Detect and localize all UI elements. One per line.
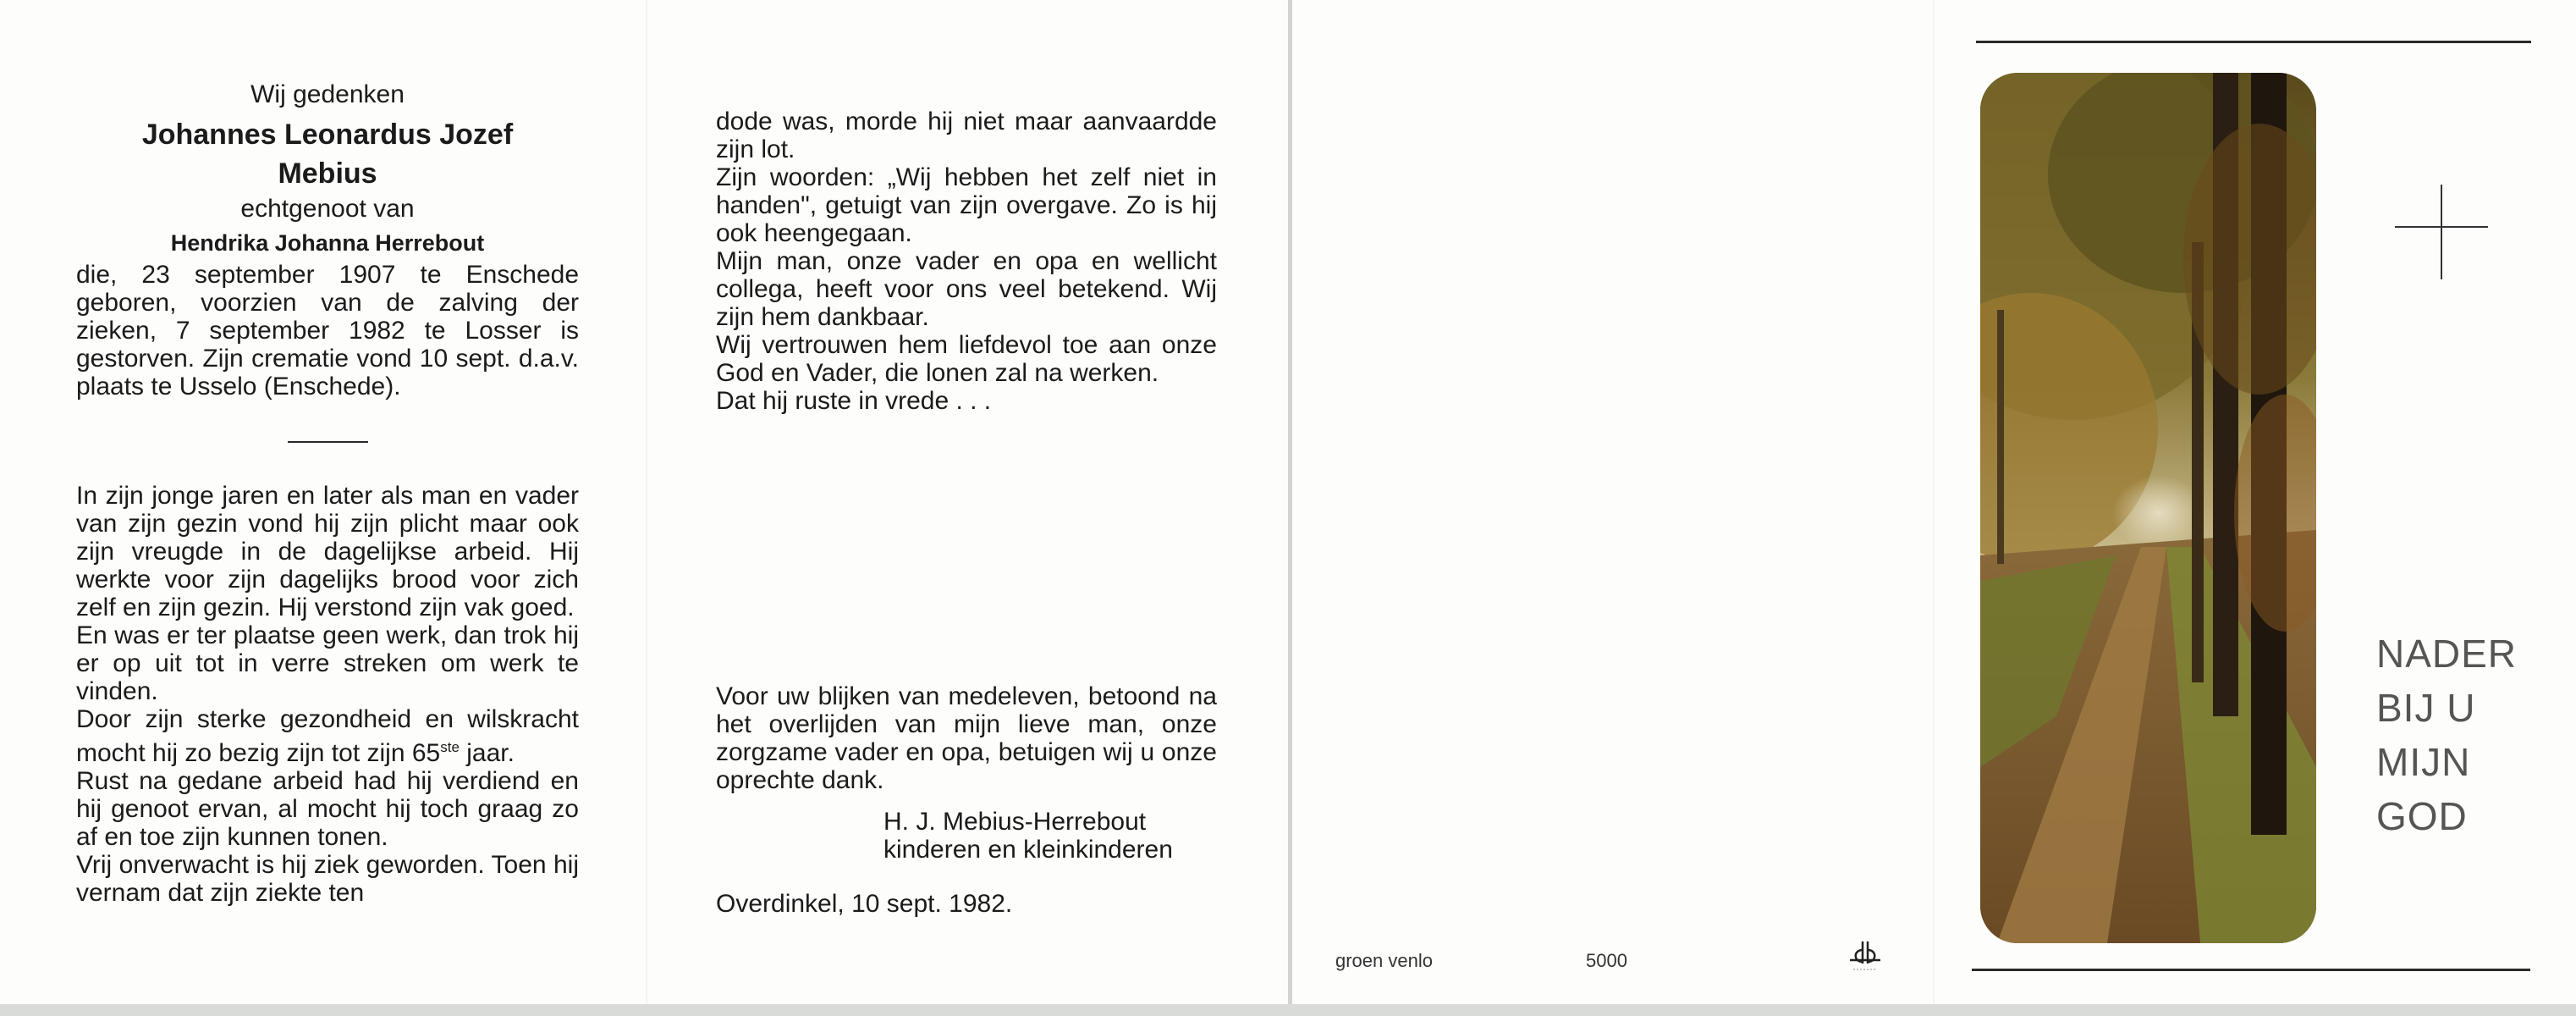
- paragraph: dode was, morde hij niet maar aanvaardde zijn lot.: [716, 108, 1217, 163]
- place-date: Overdinkel, 10 sept. 1982.: [716, 890, 1013, 918]
- fold-line: [646, 0, 648, 1004]
- superscript: ste: [440, 739, 460, 755]
- paragraph: In zijn jonge jaren en later als man en vader van zijn gezin vond hij zijn plicht maar ook zijn vreugde in de dagelijkse arbeid. Hij werkte voor zijn dagelijks brood voor zich zelf en zijn gezin. Hij verstond zijn vak goed.: [76, 482, 579, 621]
- paragraph: Dat hij ruste in vrede . . .: [716, 387, 992, 415]
- printer-name: groen venlo: [1335, 950, 1433, 971]
- deceased-name-line-2: Mebius: [278, 157, 377, 190]
- spouse-label: echtgenoot van: [240, 195, 415, 223]
- paragraph: Wij vertrouwen hem liefdevol toe aan onze God en Vader, die lonen zal na werken.: [716, 331, 1217, 387]
- bottom-rule: [1972, 969, 2530, 971]
- cross-icon: [2395, 185, 2488, 279]
- paragraph-text: jaar.: [459, 739, 515, 767]
- death-notice: die, 23 september 1907 te Enschede geboren, voorzien van de zalving der zieken, 7 september 1982 te Losser is gestorven. Zijn crematie vond 10 sept. d.a.v. plaats te Usselo (Enschede).: [76, 261, 579, 400]
- motto-line: NADER: [2376, 632, 2518, 676]
- intro-text: Wij gedenken: [250, 80, 405, 108]
- paragraph: En was er ter plaatse geen werk, dan trok hij er op uit tot in verre streken om werk te vinden.: [76, 621, 579, 705]
- motto-line: MIJN: [2376, 740, 2471, 784]
- autumn-forest-path-photo: [1980, 73, 2316, 943]
- sheet-gap: [1288, 0, 1292, 1004]
- print-code: 5000: [1586, 950, 1627, 971]
- motto-text: [2376, 627, 2517, 843]
- thanks-text: Voor uw blijken van medeleven, betoond na het overlijden van mijn lieve man, onze zorgzame vader en opa, betuigen wij u onze oprechte dank.: [716, 682, 1217, 794]
- paragraph: Zijn woorden: „Wij hebben het zelf niet in handen", getuigt van zijn overgave. Zo is hij ook heengegaan.: [716, 163, 1217, 247]
- motto-line: BIJ U: [2376, 686, 2476, 730]
- paragraph: Mijn man, onze vader en opa en wellicht collega, heeft voor ons veel betekend. Wij zijn hem dankbaar.: [716, 247, 1217, 331]
- deceased-name-line-1: Johannes Leonardus Jozef: [141, 119, 514, 151]
- divider: [288, 441, 368, 443]
- paragraph: Rust na gedane arbeid had hij verdiend en hij genoot ervan, al mocht hij toch graag zo af en toe zijn kunnen tonen.: [76, 767, 579, 851]
- memorial-text-panel-2: [716, 108, 1217, 918]
- paragraph: Vrij onverwacht is hij ziek geworden. Toen hij vernam dat zijn ziekte ten: [76, 851, 579, 907]
- db-monogram-icon: [1841, 935, 1889, 975]
- signature-line-1: H. J. Mebius-Herrebout: [883, 808, 1147, 836]
- signature-line-2: kinderen en kleinkinderen: [883, 836, 1173, 864]
- fold-line: [1933, 0, 1935, 1004]
- paragraph-text: Door zijn sterke gezondheid en wilskracht mocht hij zo bezig zijn tot zijn 65: [76, 705, 579, 767]
- paragraph: [76, 705, 579, 767]
- top-rule: [1976, 41, 2531, 43]
- spouse-name: Hendrika Johanna Herrebout: [170, 230, 485, 256]
- memorial-text-panel-1: [76, 80, 579, 907]
- motto-line: GOD: [2376, 794, 2468, 838]
- deceased-name: [76, 115, 579, 193]
